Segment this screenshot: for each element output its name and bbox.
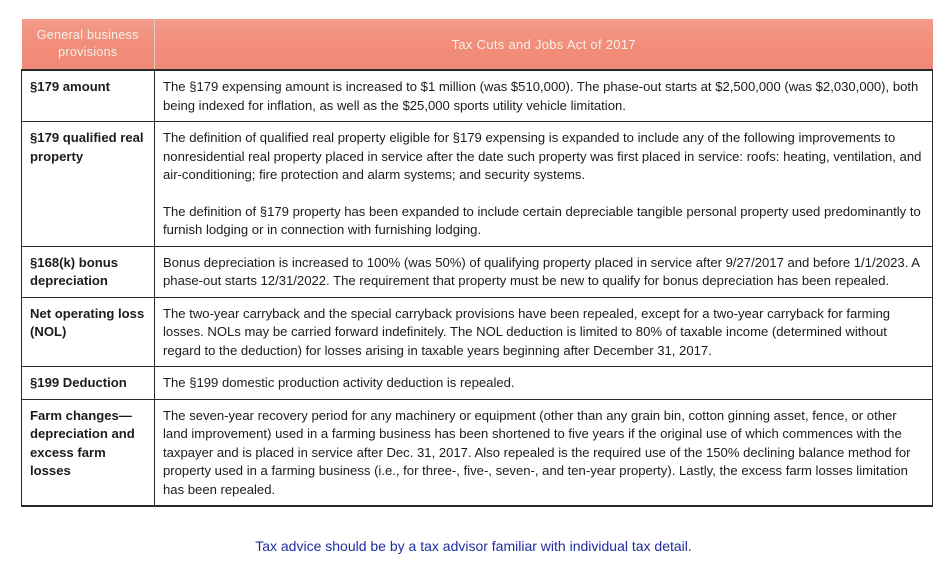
change-paragraph: The §179 expensing amount is increased to $1 million (was $510,000). The phase-out starts at $2,500,000 (was $2,030,000), both being indexed for inflation, as well as the $25,000 sports utility vehicle limitation. bbox=[163, 79, 919, 113]
provision-cell: §199 Deduction bbox=[22, 367, 155, 400]
table-row bbox=[22, 122, 933, 247]
change-paragraph: The §199 domestic production activity deduction is repealed. bbox=[163, 375, 515, 390]
change-cell bbox=[155, 70, 933, 122]
change-cell bbox=[155, 246, 933, 297]
table-header bbox=[22, 19, 933, 70]
table-row bbox=[22, 367, 933, 400]
change-paragraph: Bonus depreciation is increased to 100% (was 50%) of qualifying property placed in service after 9/27/2017 and before 1/1/2023. A phase-out starts 12/31/2022. The requirement that property must be new to qualify for bonus depreciation has been repealed. bbox=[163, 254, 920, 288]
table-body bbox=[22, 70, 933, 506]
provision-cell: Net operating loss (NOL) bbox=[22, 297, 155, 367]
change-paragraph: The two-year carryback and the special carryback provisions have been repealed, except for a two-year carryback for farming losses. NOLs may be carried forward indefinitely. The NOL deduction is limited to 80% of taxable income (determined without regard to the deduction) for losses arising in taxable years beginning after December 31, 2017. bbox=[163, 305, 891, 358]
table-row bbox=[22, 70, 933, 122]
table-row bbox=[22, 297, 933, 367]
provision-cell: §179 qualified real property bbox=[22, 122, 155, 247]
table-row bbox=[22, 399, 933, 506]
provision-cell: Farm changes—depreciation and excess farm losses bbox=[22, 399, 155, 506]
header-general-business-provisions: General business provisions bbox=[22, 19, 155, 70]
provision-cell: §179 amount bbox=[22, 70, 155, 122]
change-paragraph: The definition of §179 property has been expanded to include certain depreciable tangible personal property used predominantly to furnish lodging or in connection with furnishing lodging. bbox=[163, 203, 921, 237]
header-tax-cuts-and-jobs-act: Tax Cuts and Jobs Act of 2017 bbox=[155, 19, 933, 70]
footer-disclaimer: Tax advice should be by a tax advisor familiar with individual tax detail. bbox=[255, 538, 692, 554]
change-cell bbox=[155, 297, 933, 367]
change-paragraph: The seven-year recovery period for any machinery or equipment (other than any grain bin, cotton ginning asset, fence, or other land improvement) used in a farming business has been shortened to five years if the original use of which commences with the taxpayer and is placed in service after Dec. 31, 2017. Also repealed is the required use of the 150% declining balance method for property used in a farming business (i.e., for three-, five-, seven-, and ten-year property). Lastly, the excess farm losses limitation has been repealed. bbox=[163, 407, 911, 497]
header-row bbox=[22, 19, 933, 70]
change-paragraph: The definition of qualified real property eligible for §179 expensing is expanded to include any of the following improvements to nonresidential real property placed in service after the date such property was first placed in service: roofs: heating, ventilation, and air-conditioning; fire protection and alarm systems; and security systems. bbox=[163, 130, 922, 182]
change-cell bbox=[155, 122, 933, 247]
provision-cell: §168(k) bonus depreciation bbox=[22, 246, 155, 297]
tax-provisions-table bbox=[21, 19, 933, 507]
change-cell bbox=[155, 399, 933, 506]
table-row bbox=[22, 246, 933, 297]
change-cell bbox=[155, 367, 933, 400]
